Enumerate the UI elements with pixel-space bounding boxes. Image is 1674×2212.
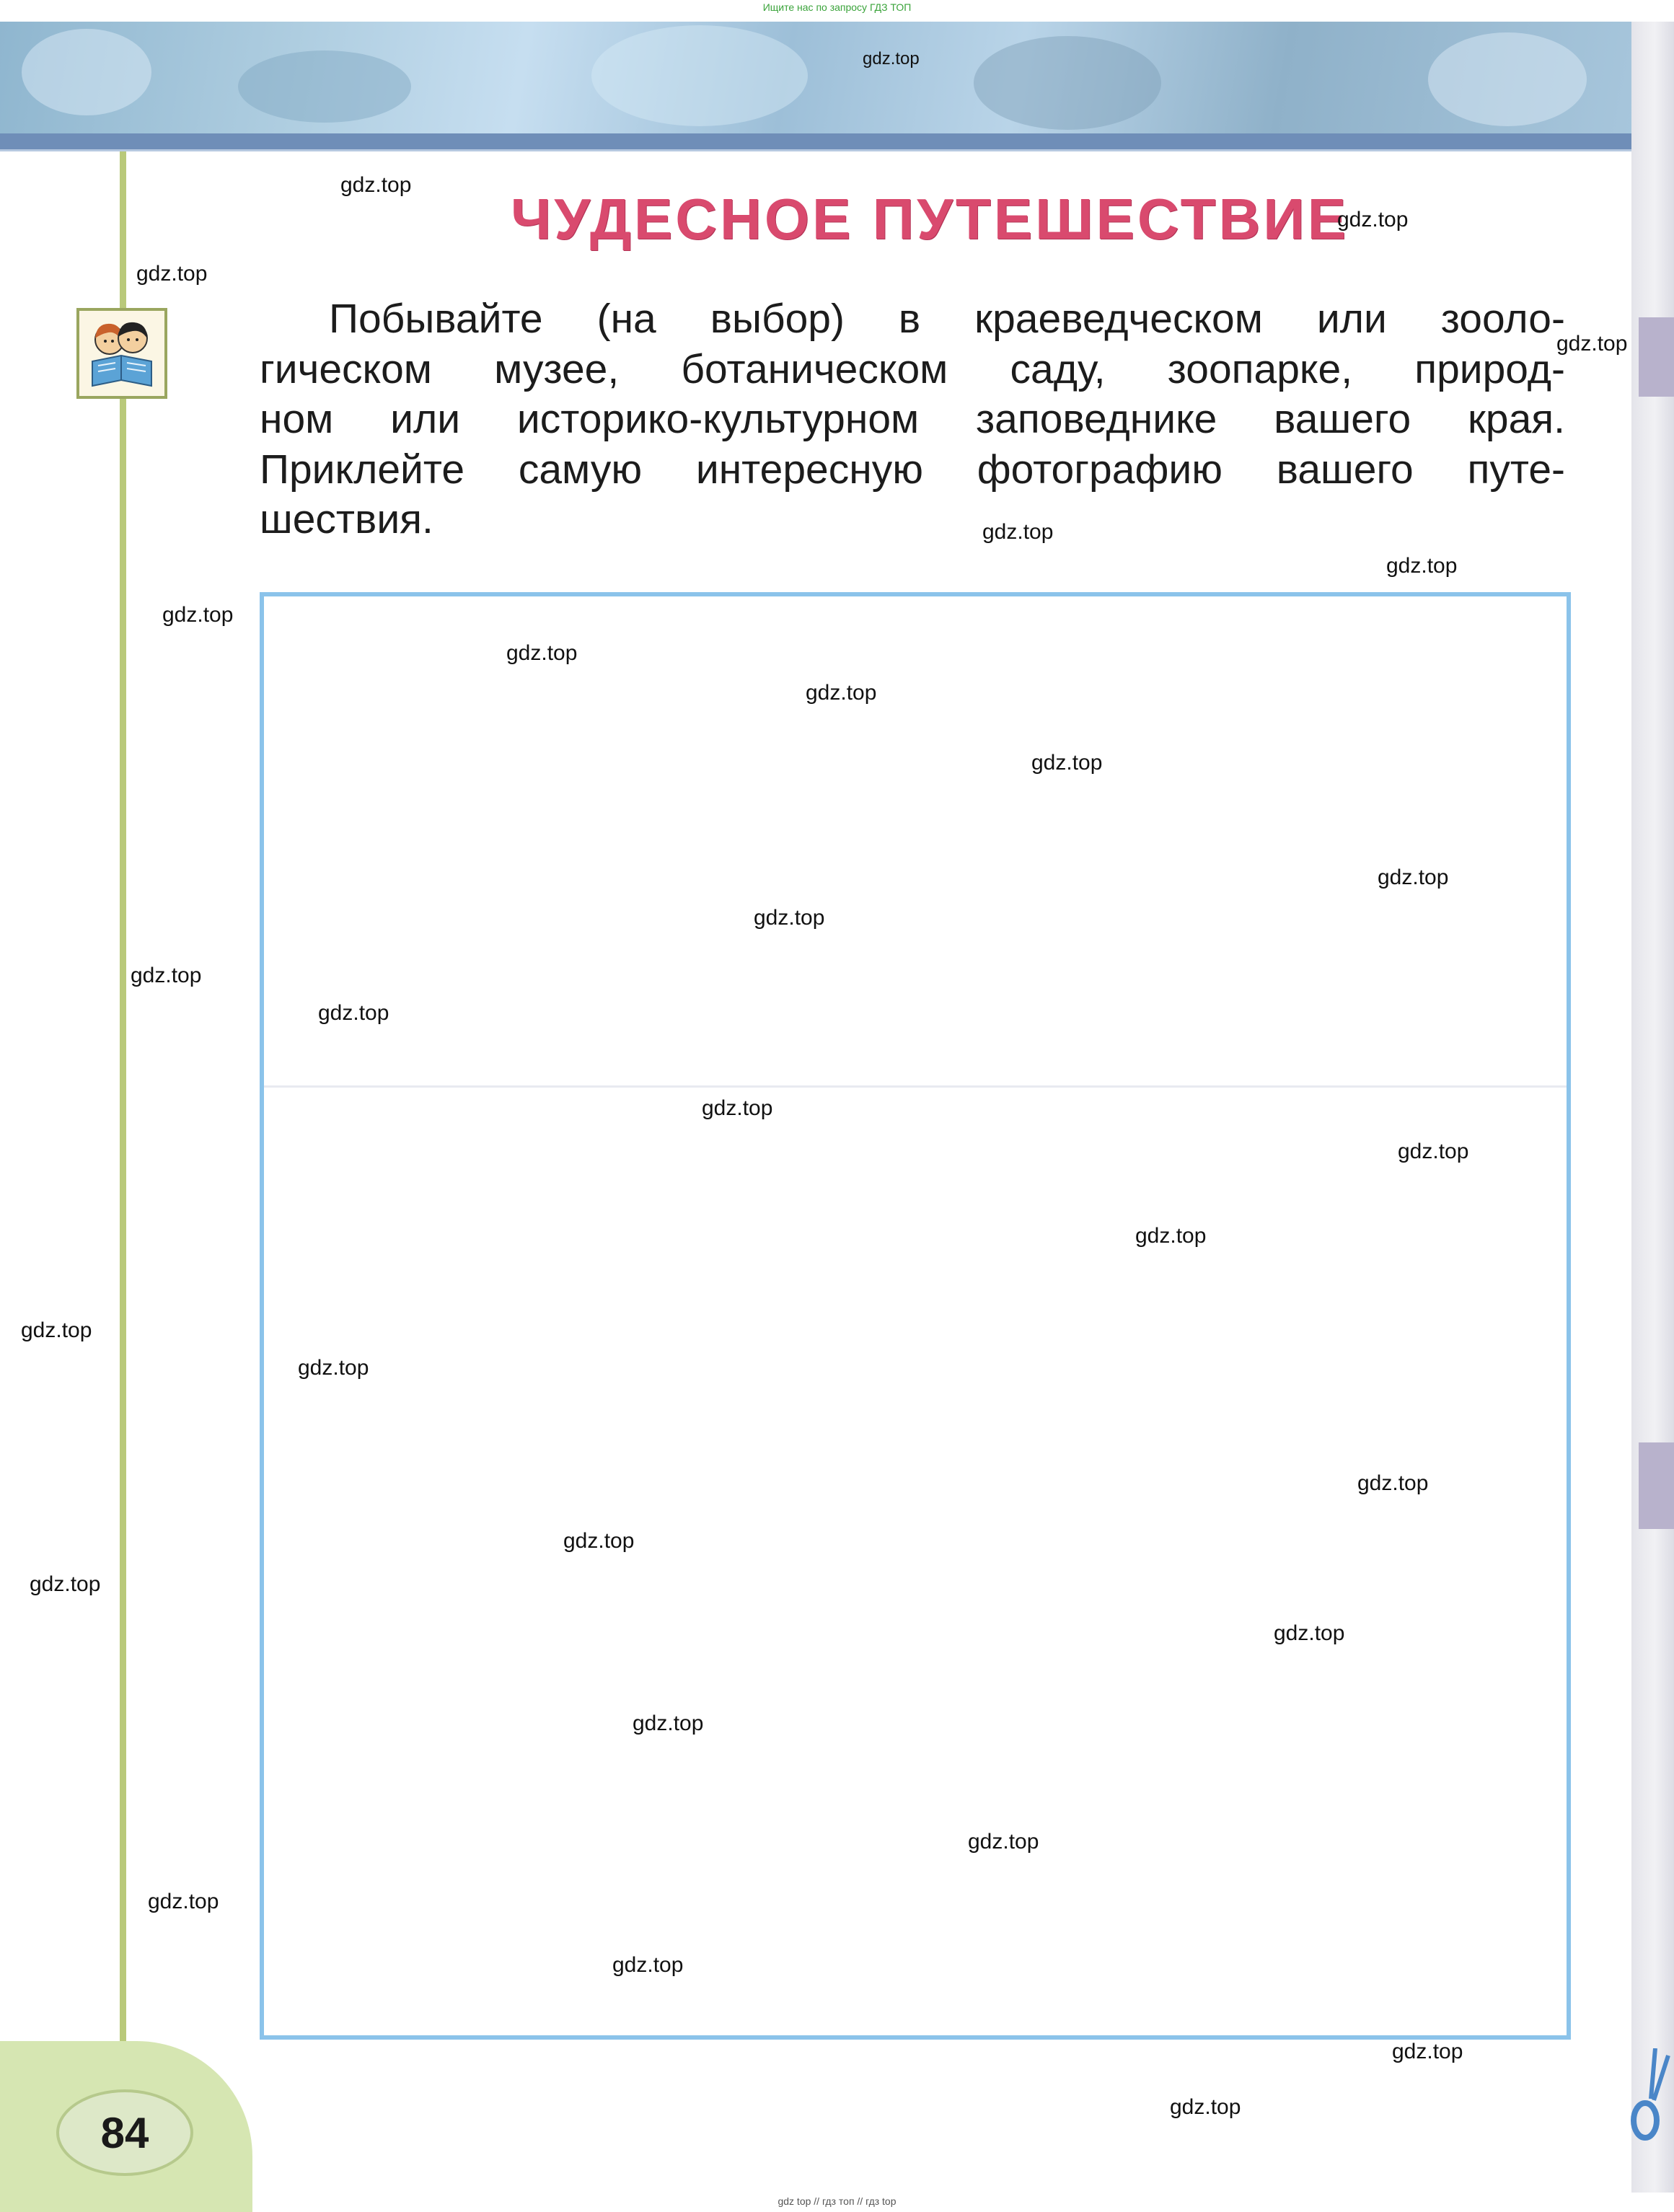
page-number: 84 (56, 2089, 193, 2176)
task-line: Побывайте (на выбор) в краеведческом или зооло- (329, 296, 1565, 342)
watermark: gdz.top (1392, 2040, 1463, 2063)
banner-decor (1428, 32, 1587, 126)
watermark: gdz.top (1357, 1471, 1429, 1495)
watermark: gdz.top (702, 1096, 773, 1120)
watermark: gdz.top (506, 641, 578, 665)
watermark: gdz.top (1274, 1621, 1345, 1645)
header-banner (0, 22, 1637, 133)
watermark: gdz.top (1031, 751, 1103, 775)
watermark: gdz.top (298, 1356, 369, 1380)
watermark: gdz.top (318, 1001, 389, 1025)
watermark: gdz.top (340, 173, 412, 197)
watermark: gdz.top (30, 1572, 101, 1596)
banner-decor (238, 50, 411, 123)
watermark: gdz.top (1337, 208, 1409, 232)
photo-paste-area[interactable] (260, 592, 1571, 2040)
top-search-note: Ищите нас по запросу ГДЗ ТОП (762, 1, 912, 13)
show-through-rule (264, 1085, 1567, 1088)
banner-strip-highlight (0, 149, 1637, 151)
watermark: gdz.top (1170, 2095, 1241, 2119)
task-line: гическом музее, ботаническом саду, зоопарке, природ- (260, 345, 1565, 392)
watermark: gdz.top (863, 49, 920, 69)
banner-strip (0, 133, 1637, 149)
watermark: gdz.top (1386, 554, 1458, 578)
watermark: gdz.top (148, 1890, 219, 1913)
task-paragraph (260, 294, 1565, 545)
watermark: gdz.top (612, 1953, 684, 1977)
banner-decor (974, 36, 1161, 130)
banner-decor (591, 25, 808, 126)
watermark: gdz.top (1556, 332, 1628, 356)
watermark: gdz.top (136, 262, 208, 286)
watermark: gdz.top (21, 1318, 92, 1342)
reading-children-icon (76, 308, 167, 399)
watermark: gdz.top (754, 906, 825, 930)
watermark: gdz.top (1378, 865, 1449, 889)
watermark: gdz.top (633, 1711, 704, 1735)
task-line: шествия. (260, 496, 433, 542)
watermark: gdz.top (131, 964, 202, 987)
edge-tab (1639, 1442, 1674, 1529)
watermark: gdz.top (968, 1830, 1039, 1854)
watermark: gdz.top (162, 603, 234, 627)
scissors-icon (1626, 2048, 1674, 2149)
footer-note: gdz top // гдз топ // гдз top (777, 2195, 897, 2207)
page-title: ЧУДЕСНОЕ ПУТЕШЕСТВИЕ (511, 187, 1349, 251)
edge-tab (1639, 317, 1674, 397)
task-line: ном или историко-культурном заповеднике вашего края. (260, 396, 1565, 442)
watermark: gdz.top (1398, 1140, 1469, 1163)
watermark: gdz.top (982, 520, 1054, 544)
margin-line (120, 151, 126, 2099)
task-line: Приклейте самую интересную фотографию вашего путе- (260, 446, 1565, 493)
watermark: gdz.top (563, 1529, 635, 1553)
watermark: gdz.top (1135, 1224, 1207, 1248)
watermark: gdz.top (806, 681, 877, 705)
banner-decor (22, 29, 151, 115)
